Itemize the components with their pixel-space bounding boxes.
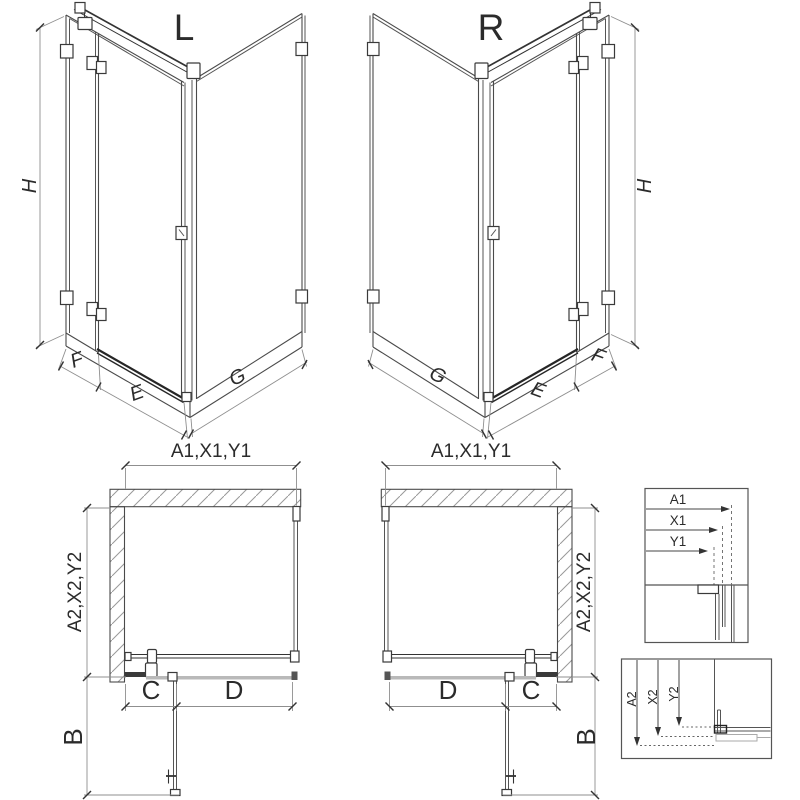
side-panel-dim-label-right: G (425, 362, 450, 389)
plan-left-depth-label: A2,X2,Y2 (65, 551, 86, 633)
fixed-panel-dim-label-right: F (588, 343, 608, 369)
plan-left-width-label: A1,X1,Y1 (170, 441, 252, 462)
wall-hatch-side-left-plan (110, 507, 125, 682)
iso-left-title: L (173, 7, 195, 48)
detail-width-x1-label: X1 (669, 513, 687, 528)
wall-hatch-side-right-plan (558, 507, 573, 682)
plan-right-segment-d-label: D (438, 675, 458, 705)
iso-view-right (368, 3, 657, 440)
detail-depth-x2-label: X2 (646, 689, 660, 705)
iso-right-drawing (368, 3, 640, 440)
iso-left-drawing (36, 3, 308, 440)
fixed-panel-dim-label-left: F (67, 347, 87, 373)
detail-depth-a2-label: A2 (625, 691, 639, 707)
plan-right-segment-c-label: C (521, 675, 541, 705)
door-dim-label-left: E (126, 380, 147, 406)
plan-left-segment-d-label: D (224, 675, 244, 705)
plan-left-segment-c-label: C (141, 675, 161, 705)
wall-hatch-top-left-plan (110, 489, 301, 506)
detail-depth-y2-label: Y2 (667, 686, 681, 702)
iso-view-left (19, 3, 308, 440)
door-dim-label-right: E (528, 377, 549, 403)
plan-right-width-label: A1,X1,Y1 (430, 441, 512, 462)
plan-view-right (381, 441, 601, 799)
height-dim-label-right: H (634, 178, 656, 194)
detail-box-width (645, 489, 748, 643)
wall-hatch-top-right-plan (381, 489, 572, 506)
iso-right-title: R (477, 7, 505, 48)
detail-box-depth (622, 659, 772, 759)
height-dim-label-left: H (19, 178, 41, 194)
detail-width-a1-label: A1 (669, 492, 687, 507)
side-panel-dim-label-left: G (225, 364, 250, 391)
detail-width-y1-label: Y1 (669, 534, 687, 549)
plan-right-depth-label: A2,X2,Y2 (574, 551, 595, 633)
plan-right-door-swing-label: B (571, 728, 601, 746)
plan-left-door-swing-label: B (58, 728, 88, 746)
plan-view-left (58, 441, 301, 799)
